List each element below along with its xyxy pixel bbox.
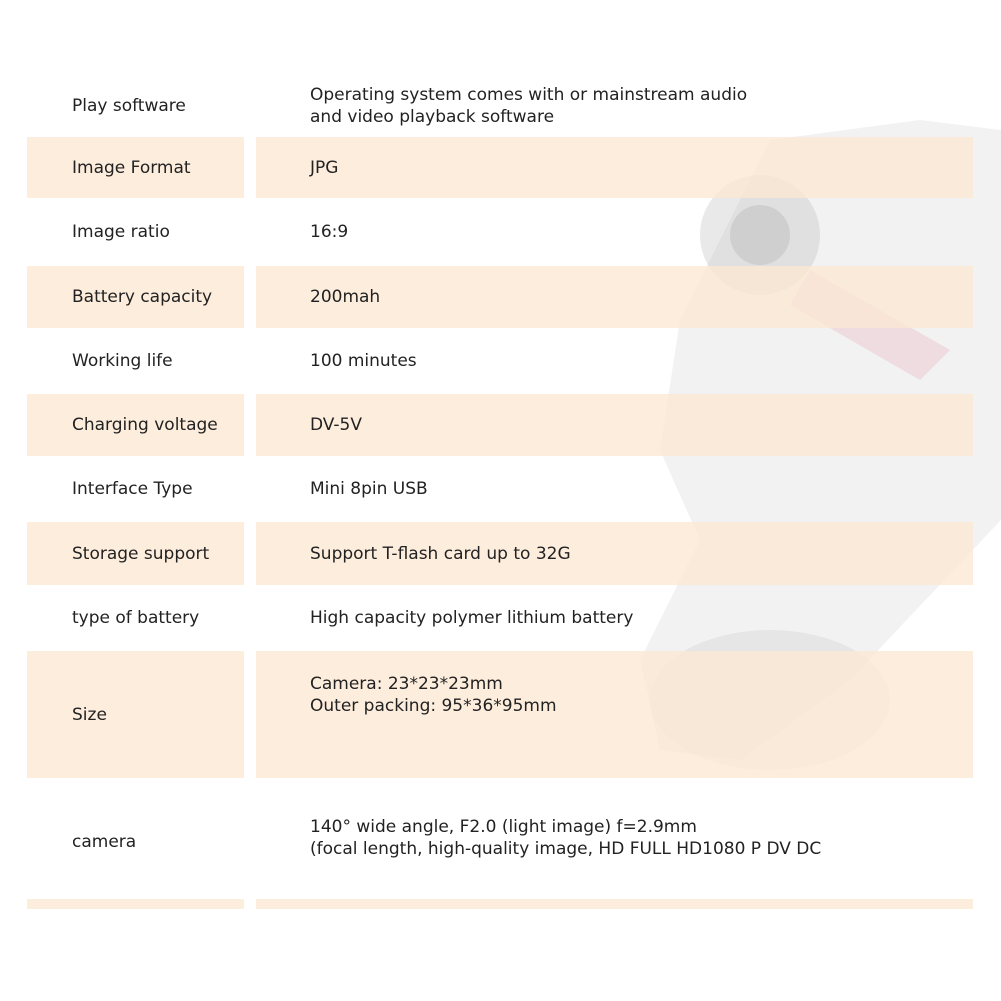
- spec-value: 100 minutes: [310, 351, 417, 371]
- spec-label: Image ratio: [72, 222, 170, 242]
- spec-value: 200mah: [256, 266, 973, 328]
- spec-value: JPG: [256, 137, 973, 198]
- spec-label: Battery capacity: [27, 266, 244, 328]
- spec-label: [27, 899, 244, 909]
- spec-row-charging-voltage: [0, 394, 1001, 456]
- spec-row-image-format: [0, 137, 1001, 198]
- spec-label: Play software: [72, 96, 186, 116]
- spec-label: type of battery: [72, 608, 200, 628]
- spec-row-empty: [0, 899, 1001, 909]
- spec-label: Size: [27, 651, 244, 778]
- spec-label: Storage support: [27, 522, 244, 585]
- spec-value: Mini 8pin USB: [310, 479, 428, 499]
- spec-label: Image Format: [27, 137, 244, 198]
- spec-value: [256, 899, 973, 909]
- spec-value: 140° wide angle, F2.0 (light image) f=2.9mm (focal length, high-quality image, HD FULL HD1080 P DV DC: [310, 817, 822, 859]
- spec-row-working-life: [0, 333, 1001, 389]
- spec-value: Camera: 23*23*23mm Outer packing: 95*36*95mm: [256, 651, 973, 778]
- spec-row-camera: [0, 783, 1001, 901]
- spec-value: High capacity polymer lithium battery: [310, 608, 634, 628]
- spec-value: DV-5V: [256, 394, 973, 456]
- spec-row-type-of-battery: [0, 590, 1001, 646]
- spec-row-storage-support: [0, 522, 1001, 585]
- spec-row-interface-type: [0, 461, 1001, 517]
- spec-row-battery-capacity: [0, 266, 1001, 328]
- spec-label: Interface Type: [72, 479, 193, 499]
- spec-value: Operating system comes with or mainstream audio and video playback software: [310, 85, 748, 127]
- spec-row-size: [0, 651, 1001, 778]
- spec-value: 16:9: [310, 222, 349, 242]
- spec-row-image-ratio: [0, 203, 1001, 261]
- spec-label: Charging voltage: [27, 394, 244, 456]
- spec-row-play-software: [0, 80, 1001, 132]
- spec-label: Working life: [72, 351, 173, 371]
- spec-value: Support T-flash card up to 32G: [256, 522, 973, 585]
- spec-label: camera: [72, 832, 137, 852]
